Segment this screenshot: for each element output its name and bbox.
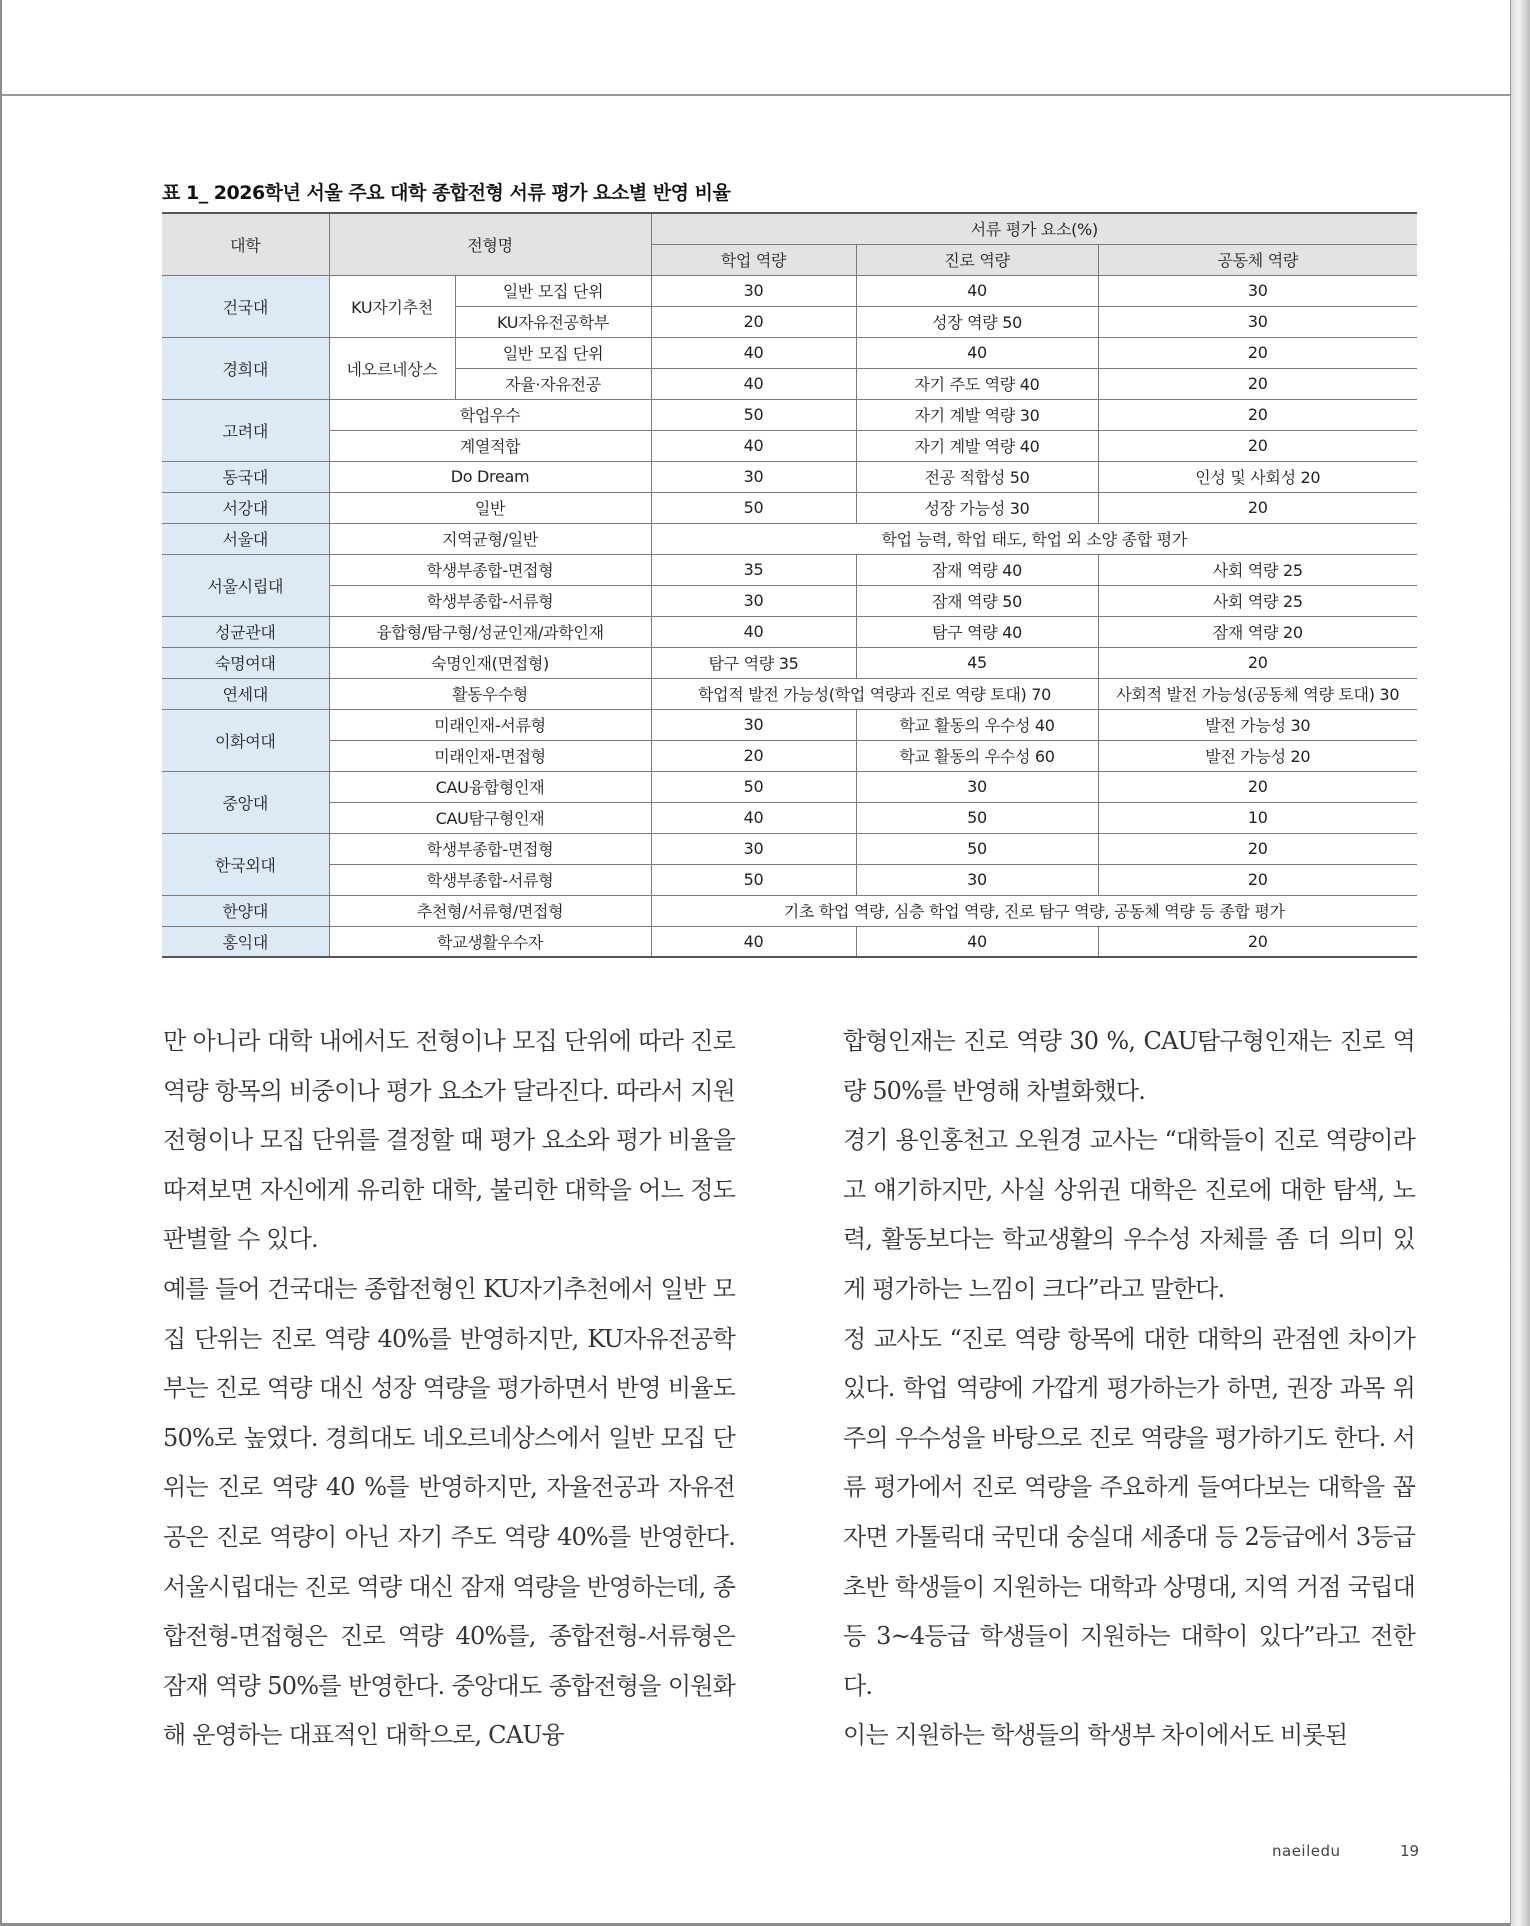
page-top-border — [0, 0, 1510, 96]
community-cell: 사회적 발전 가능성(공동체 역량 토대) 30 — [1098, 678, 1417, 709]
university-cell: 한양대 — [162, 895, 329, 926]
header-admission: 전형명 — [329, 213, 651, 275]
admission-cell: 학교생활우수자 — [329, 926, 651, 957]
career-cell: 성장 역량 50 — [856, 306, 1098, 337]
table-row — [162, 926, 1417, 957]
community-cell: 사회 역량 25 — [1098, 554, 1417, 585]
career-cell: 50 — [856, 802, 1098, 833]
sub-admission-cell: KU자유전공학부 — [455, 306, 651, 337]
table-row — [162, 275, 1417, 306]
admission-cell: 학생부종합-서류형 — [329, 585, 651, 616]
academic-cell: 30 — [651, 585, 856, 616]
sub-admission-cell: 자율·자유전공 — [455, 368, 651, 399]
career-cell: 40 — [856, 337, 1098, 368]
career-cell: 탐구 역량 40 — [856, 616, 1098, 647]
table-row — [162, 895, 1417, 926]
community-cell: 20 — [1098, 864, 1417, 895]
table-row — [162, 647, 1417, 678]
article-paragraph: 만 아니라 대학 내에서도 전형이나 모집 단위에 따라 진로 역량 항목의 비중이나 평가 요소가 달라진다. 따라서 지원 전형이나 모집 단위를 결정할 때 평가 요소와 평가 비율을 따져보면 자신에게 유리한 대학, 불리한 대학을 어느 정도 판별할 수 있다. — [163, 1027, 735, 1254]
admission-cell: 일반 — [329, 492, 651, 523]
community-cell: 30 — [1098, 275, 1417, 306]
academic-cell: 30 — [651, 461, 856, 492]
table-row — [162, 554, 1417, 585]
page-binding-edge — [1510, 0, 1530, 1926]
university-cell: 경희대 — [162, 337, 329, 399]
header-academic: 학업 역량 — [651, 244, 856, 275]
career-cell: 30 — [856, 864, 1098, 895]
university-cell: 서울시립대 — [162, 554, 329, 616]
university-cell: 한국외대 — [162, 833, 329, 895]
community-cell: 10 — [1098, 802, 1417, 833]
academic-cell: 30 — [651, 833, 856, 864]
admission-cell: CAU융합형인재 — [329, 771, 651, 802]
community-cell: 잠재 역량 20 — [1098, 616, 1417, 647]
admission-cell: 학업우수 — [329, 399, 651, 430]
academic-cell: 20 — [651, 740, 856, 771]
article-paragraph: 이는 지원하는 학생들의 학생부 차이에서도 비롯된 — [843, 1721, 1348, 1750]
university-cell: 이화여대 — [162, 709, 329, 771]
table-row — [162, 709, 1417, 740]
academic-cell: 40 — [651, 616, 856, 647]
table-row — [162, 802, 1417, 833]
article-paragraph: 경기 용인홍천고 오원경 교사는 “대학들이 진로 역량이라고 얘기하지만, 사실 상위권 대학은 진로에 대한 탐색, 노력, 활동보다는 학교생활의 우수성 자체를 좀 더 의미 있게 평가하는 느낌이 크다”라고 말한다. — [843, 1126, 1415, 1303]
admission-cell: 미래인재-서류형 — [329, 709, 651, 740]
table-row — [162, 461, 1417, 492]
academic-cell: 40 — [651, 430, 856, 461]
admission-cell: 융합형/탐구형/성균인재/과학인재 — [329, 616, 651, 647]
community-cell: 20 — [1098, 833, 1417, 864]
table-title: 표 1_ 2026학년 서울 주요 대학 종합전형 서류 평가 요소별 반영 비율 — [162, 182, 731, 204]
header-university: 대학 — [162, 213, 329, 275]
university-cell: 숙명여대 — [162, 647, 329, 678]
table-row — [162, 771, 1417, 802]
university-cell: 동국대 — [162, 461, 329, 492]
article-paragraph: 합형인재는 진로 역량 30 %, CAU탐구형인재는 진로 역량 50%를 반영해 차별화했다. — [843, 1027, 1415, 1105]
academic-cell: 40 — [651, 802, 856, 833]
header-community: 공동체 역량 — [1098, 244, 1417, 275]
table-row — [162, 833, 1417, 864]
community-cell: 30 — [1098, 306, 1417, 337]
admission-cell: 학생부종합-서류형 — [329, 864, 651, 895]
career-cell: 50 — [856, 833, 1098, 864]
sub-admission-cell: 일반 모집 단위 — [455, 275, 651, 306]
sub-admission-cell: 일반 모집 단위 — [455, 337, 651, 368]
academic-cell: 50 — [651, 492, 856, 523]
career-cell: 자기 주도 역량 40 — [856, 368, 1098, 399]
admission-cell: CAU탐구형인재 — [329, 802, 651, 833]
admission-cell: Do Dream — [329, 461, 651, 492]
admission-cell: 숙명인재(면접형) — [329, 647, 651, 678]
career-cell: 전공 적합성 50 — [856, 461, 1098, 492]
community-cell: 20 — [1098, 399, 1417, 430]
career-cell: 학교 활동의 우수성 60 — [856, 740, 1098, 771]
university-cell: 고려대 — [162, 399, 329, 461]
academic-cell: 40 — [651, 926, 856, 957]
header-eval-group: 서류 평가 요소(%) — [651, 213, 1417, 244]
table-row — [162, 399, 1417, 430]
academic-cell: 50 — [651, 771, 856, 802]
academic-cell: 탐구 역량 35 — [651, 647, 856, 678]
academic-career-merged-cell: 학업적 발전 가능성(학업 역량과 진로 역량 토대) 70 — [651, 678, 1098, 709]
community-cell: 발전 가능성 20 — [1098, 740, 1417, 771]
community-cell: 20 — [1098, 647, 1417, 678]
article-column-right — [843, 1017, 1415, 1761]
evaluation-ratio-table — [162, 212, 1417, 958]
university-cell: 중앙대 — [162, 771, 329, 833]
admission-cell: 계열적합 — [329, 430, 651, 461]
article-paragraph: 정 교사도 “진로 역량 항목에 대한 대학의 관점엔 차이가 있다. 학업 역량에 가깝게 평가하는가 하면, 권장 과목 위주의 우수성을 바탕으로 진로 역량을 평가하기도 한다. 서류 평가에서 진로 역량을 주요하게 들여다보는 대학을 꼽자면 가톨릭대 국민대 숭실대 세종대 등 2등급에서 3등급 초반 학생들이 지원하는 대학과 상명대, 지역 거점 국립대 등 3~4등급 학생들이 지원하는 대학이 있다”라고 전한다. — [843, 1324, 1415, 1700]
career-cell: 45 — [856, 647, 1098, 678]
university-cell: 서강대 — [162, 492, 329, 523]
career-cell: 30 — [856, 771, 1098, 802]
community-cell: 사회 역량 25 — [1098, 585, 1417, 616]
community-cell: 20 — [1098, 368, 1417, 399]
community-cell: 20 — [1098, 337, 1417, 368]
page-number: 19 — [1400, 1842, 1420, 1860]
merged-eval-cell: 학업 능력, 학업 태도, 학업 외 소양 종합 평가 — [651, 523, 1417, 554]
career-cell: 성장 가능성 30 — [856, 492, 1098, 523]
table-row — [162, 492, 1417, 523]
admission-cell: 네오르네상스 — [329, 337, 455, 399]
table-row — [162, 430, 1417, 461]
admission-cell: 활동우수형 — [329, 678, 651, 709]
community-cell: 20 — [1098, 771, 1417, 802]
career-cell: 자기 계발 역량 40 — [856, 430, 1098, 461]
table-row — [162, 678, 1417, 709]
university-cell: 연세대 — [162, 678, 329, 709]
admission-cell: 지역균형/일반 — [329, 523, 651, 554]
table-row — [162, 616, 1417, 647]
admission-cell: 미래인재-면접형 — [329, 740, 651, 771]
academic-cell: 50 — [651, 864, 856, 895]
article-column-left — [163, 1017, 735, 1761]
table-row — [162, 585, 1417, 616]
table-row — [162, 523, 1417, 554]
admission-cell: 학생부종합-면접형 — [329, 833, 651, 864]
admission-cell: 추천형/서류형/면접형 — [329, 895, 651, 926]
merged-eval-cell: 기초 학업 역량, 심층 학업 역량, 진로 탐구 역량, 공동체 역량 등 종합 평가 — [651, 895, 1417, 926]
community-cell: 발전 가능성 30 — [1098, 709, 1417, 740]
academic-cell: 20 — [651, 306, 856, 337]
table-header-row — [162, 213, 1417, 244]
academic-cell: 30 — [651, 275, 856, 306]
university-cell: 홍익대 — [162, 926, 329, 957]
university-cell: 건국대 — [162, 275, 329, 337]
career-cell: 잠재 역량 50 — [856, 585, 1098, 616]
page-left-border — [0, 0, 2, 1926]
admission-cell: 학생부종합-면접형 — [329, 554, 651, 585]
career-cell: 40 — [856, 926, 1098, 957]
community-cell: 20 — [1098, 492, 1417, 523]
article-paragraph: 예를 들어 건국대는 종합전형인 KU자기추천에서 일반 모집 단위는 진로 역량 40%를 반영하지만, KU자유전공학부는 진로 역량 대신 성장 역량을 평가하면서 반영 비율도 50%로 높였다. 경희대도 네오르네상스에서 일반 모집 단위는 진로 역량 40 %를 반영하지만, 자율전공과 자유전공은 진로 역량이 아닌 자기 주도 역량 40%를 반영한다. 서울시립대는 진로 역량 대신 잠재 역량을 반영하는데, 종합전형-면접형은 진로 역량 40%를, 종합전형-서류형은 잠재 역량 50%를 반영한다. 중앙대도 종합전형을 이원화해 운영하는 대표적인 대학으로, CAU융 — [163, 1274, 735, 1750]
community-cell: 20 — [1098, 926, 1417, 957]
academic-cell: 40 — [651, 368, 856, 399]
table-row — [162, 337, 1417, 368]
career-cell: 자기 계발 역량 30 — [856, 399, 1098, 430]
career-cell: 잠재 역량 40 — [856, 554, 1098, 585]
table-row — [162, 864, 1417, 895]
university-cell: 서울대 — [162, 523, 329, 554]
academic-cell: 40 — [651, 337, 856, 368]
academic-cell: 35 — [651, 554, 856, 585]
admission-cell: KU자기추천 — [329, 275, 455, 337]
community-cell: 20 — [1098, 430, 1417, 461]
academic-cell: 50 — [651, 399, 856, 430]
career-cell: 학교 활동의 우수성 40 — [856, 709, 1098, 740]
career-cell: 40 — [856, 275, 1098, 306]
header-career: 진로 역량 — [856, 244, 1098, 275]
academic-cell: 30 — [651, 709, 856, 740]
community-cell: 인성 및 사회성 20 — [1098, 461, 1417, 492]
university-cell: 성균관대 — [162, 616, 329, 647]
footer-magazine-name: naeiledu — [1272, 1842, 1341, 1860]
table-row — [162, 740, 1417, 771]
